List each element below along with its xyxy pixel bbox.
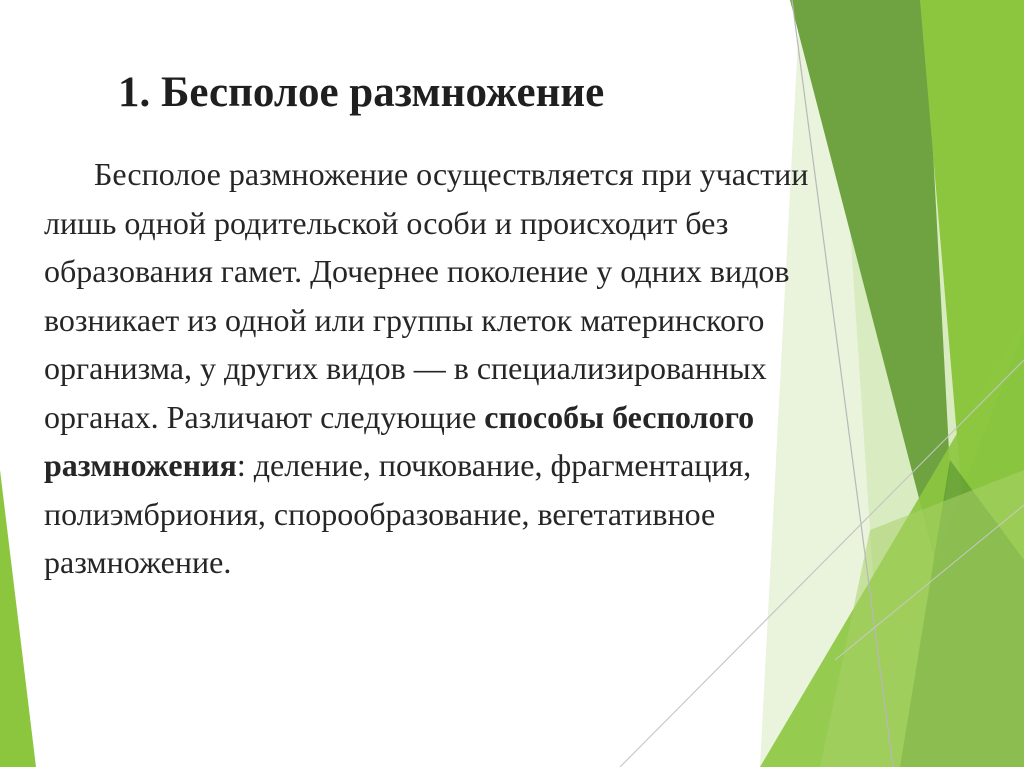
slide-title: 1. Бесполое размножение [118,69,605,116]
left-green-sliver [0,470,36,767]
paragraph-text-start: Бесполое размножение осуществляется при участии лишь одной родительской особи и происходит без образования гамет. Дочернее поколение у одних видов возникает из одной или группы клеток материнского организма, у других видов — в специализированных органах. Различают следующие [44,156,809,435]
paragraph-text-end: : деление, почкование, фрагментация, полиэмбриония, спорообразование, вегетативное размножение. [44,447,752,580]
paragraph-bold-phrase: способы бесполого размножения [44,398,755,483]
slide-body-paragraph [44,150,864,587]
